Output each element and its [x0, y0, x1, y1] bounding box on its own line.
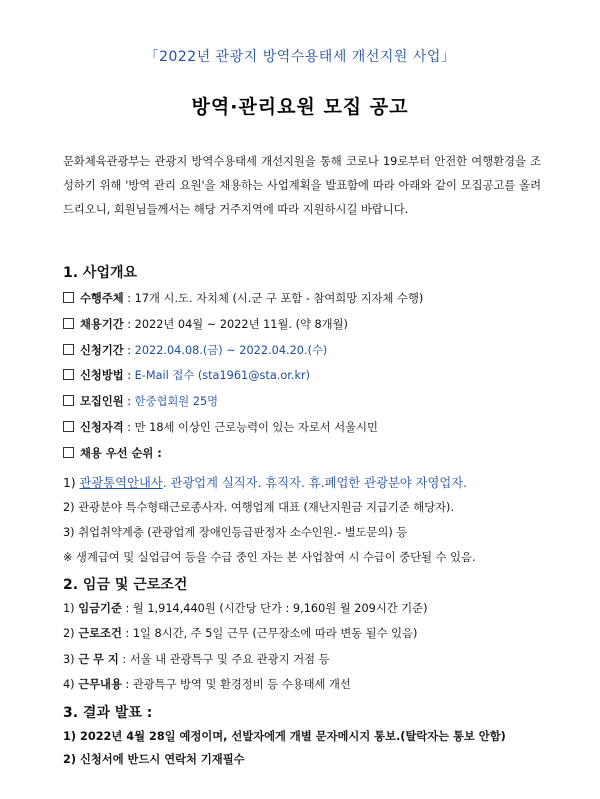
- project-subtitle: 「2022년 관광지 방역수용태세 개선지원 사업」: [144, 49, 456, 65]
- checkbox-icon: [63, 369, 74, 380]
- note: ※ 생계급여 및 실업급여 등을 수급 중인 자는 본 사업참여 시 수급이 중단될 수 있음.: [63, 551, 476, 564]
- item-value: 2022년 04월 ~ 2022년 11월. (약 8개월): [134, 318, 348, 331]
- wage-item: 1) 임금기준 : 월 1,914,440원 (시간당 단가 : 9,160원 월 209시간 기준): [63, 602, 428, 615]
- item-label: 모집인원: [80, 395, 124, 408]
- item-value: 17개 시.도. 자치체 (시.군 구 포함 - 참여희망 지자체 수행): [134, 292, 424, 305]
- item-value: 만 18세 이상인 근로능력이 있는 자로서 서울시민: [134, 421, 378, 434]
- item-value: E-Mail 접수 (sta1961@sta.or.kr): [134, 369, 311, 382]
- section-heading-results: 3. 결과 발표 :: [63, 705, 153, 721]
- checkbox-icon: [63, 318, 74, 329]
- item-label: 채용 우선 순위 :: [80, 447, 162, 460]
- wage-item: 3) 근 무 지 : 서울 내 관광특구 및 주요 관광지 거점 등: [63, 653, 330, 666]
- result-item: 2) 신청서에 반드시 연락처 기재필수: [63, 753, 245, 766]
- overview-item: [63, 445, 563, 461]
- checkbox-icon: [63, 344, 74, 355]
- result-item: 1) 2022년 4월 28일 예정이며, 선발자에게 개별 문자메시지 통보.(탈락자는 통보 안함): [63, 730, 506, 743]
- page-title: 방역·관리요원 모집 공고: [191, 96, 409, 118]
- checkbox-icon: [63, 395, 74, 406]
- overview-item: 모집인원 : 한중협회원 25명: [63, 393, 563, 409]
- item-value: 2022.04.08.(금) ~ 2022.04.20.(수): [134, 344, 328, 357]
- overview-item: 신청기간 : 2022.04.08.(금) ~ 2022.04.20.(수): [63, 342, 563, 358]
- item-label: 수행주체: [80, 292, 124, 305]
- item-label: 신청자격: [80, 421, 124, 434]
- priority-item: 3) 취업취약계층 (관광업계 장애인등급판정자 소수인원.- 별도문의) 등: [63, 526, 408, 539]
- item-value: 한중협회원 25명: [134, 395, 219, 408]
- wage-item: 2) 근로조건 : 1일 8시간, 주 5일 근무 (근무장소에 따라 변동 될수 있음): [63, 627, 418, 640]
- checkbox-icon: [63, 447, 74, 458]
- priority-item: 1) 관광통역안내사. 관광업계 실직자. 휴직자. 휴.폐업한 관광분야 자영업자.: [63, 476, 468, 490]
- section-heading-wages: 2. 임금 및 근로조건: [63, 577, 188, 593]
- checkbox-icon: [63, 292, 74, 303]
- checkbox-icon: [63, 421, 74, 432]
- item-label: 신청기간: [80, 344, 124, 357]
- intro-paragraph: 문화체육관광부는 관광지 방역수용태세 개선지원을 통해 코로나 19로부터 안전한 여행환경을 조성하기 위해 '방역 관리 요원'을 채용하는 사업계획을 발표함에 따라 아래와 같이 모집공고를 올려드리오니, 회원님들께서는 해당 거주지역에 따라 지원하시길 바랍니다.: [63, 155, 541, 216]
- item-label: 신청방법: [80, 369, 124, 382]
- overview-item: 신청방법 : E-Mail 접수 (sta1961@sta.or.kr): [63, 367, 563, 383]
- overview-item: 채용기간 : 2022년 04월 ~ 2022년 11월. (약 8개월): [63, 316, 563, 332]
- section-heading-overview: 1. 사업개요: [63, 265, 138, 281]
- priority-item: 2) 관광분야 특수형태근로종사자. 여행업계 대표 (재난지원금 지급기준 해당자).: [63, 501, 455, 514]
- overview-item: 신청자격 : 만 18세 이상인 근로능력이 있는 자로서 서울시민: [63, 419, 563, 435]
- overview-item: 수행주체 : 17개 시.도. 자치체 (시.군 구 포함 - 참여희망 지자체 수행): [63, 290, 563, 306]
- item-label: 채용기간: [80, 318, 124, 331]
- wage-item: 4) 근무내용 : 관광특구 방역 및 환경정비 등 수용태세 개선: [63, 678, 351, 691]
